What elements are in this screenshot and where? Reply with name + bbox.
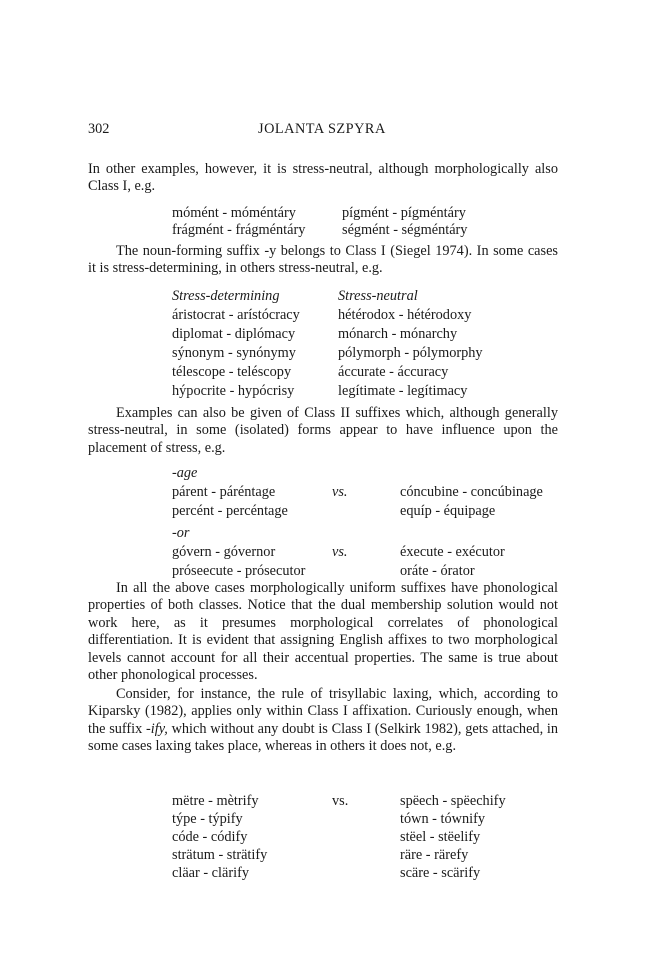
running-head: JOLANTA SZPYRA — [258, 121, 386, 137]
versus-label: vs. — [332, 484, 348, 500]
example-item: spëech - spëechify — [400, 793, 506, 809]
example-item: áristocrat - arístócracy — [172, 307, 300, 323]
example-item: equíp - équipage — [400, 503, 496, 519]
page-header — [88, 121, 558, 139]
example-item: mëtre - mètrify — [172, 793, 259, 809]
example-item: mónarch - mónarchy — [338, 326, 458, 342]
example-item: diplomat - diplómacy — [172, 326, 296, 342]
page-number: 302 — [88, 121, 110, 137]
suffix-label: -or — [172, 525, 190, 541]
paragraph-4: In all the above cases morphologically uniform suffixes have phonological properties of both classes. Notice that the dual membership solution would not work here, as it presumes morphological correlates of phonological differentiation. It is evident that assigning English affixes to two morphological levels cannot account for all their accentual properties. The same is true about other phonological processes. — [88, 580, 558, 684]
example-item: pígmént - pígméntáry — [342, 205, 466, 221]
example-item: strätum - strätify — [172, 847, 268, 863]
example-item: áccurate - áccuracy — [338, 364, 449, 380]
example-item: oráte - órator — [400, 563, 475, 579]
example-item: sýnonym - synónymy — [172, 345, 296, 361]
example-item: týpe - týpify — [172, 811, 243, 827]
example-item: ségmént - ségméntáry — [342, 222, 468, 238]
column-heading: Stress-neutral — [338, 288, 418, 304]
paragraph-5 — [88, 686, 558, 756]
example-item: hétérodox - hétérodoxy — [338, 307, 472, 323]
example-item: scäre - scärify — [400, 865, 481, 881]
column-heading: Stress-determining — [172, 288, 280, 304]
example-item: hýpocrite - hypócrisy — [172, 383, 295, 399]
example-item: párent - páréntage — [172, 484, 276, 500]
example-item: cläar - clärify — [172, 865, 249, 881]
paragraph-5-text-cont: which without any doubt is Class I (Selkirk 1982), gets attached, in some cases laxing takes place, whereas in others it does not, e.g. — [88, 720, 558, 755]
versus-label: vs. — [332, 544, 348, 560]
example-item: cóncubine - concúbinage — [400, 484, 543, 500]
example-item: tówn - tównify — [400, 811, 485, 827]
example-item: éxecute - exécutor — [400, 544, 505, 560]
example-item: pólymorph - pólymorphy — [338, 345, 483, 361]
example-item: räre - rärefy — [400, 847, 469, 863]
example-item: mómént - móméntáry — [172, 205, 296, 221]
versus-label: vs. — [332, 793, 349, 809]
example-item: stëel - stëelify — [400, 829, 481, 845]
paragraph-2: The noun-forming suffix -y belongs to Class I (Siegel 1974). In some cases it is stress-determining, in others stress-neutral, e.g. — [88, 243, 558, 277]
paragraph-3: Examples can also be given of Class II suffixes which, although generally stress-neutral, in some (isolated) forms appear to have influence upon the placement of stress, e.g. — [88, 405, 558, 456]
example-item: códe - códify — [172, 829, 248, 845]
example-item: percént - percéntage — [172, 503, 288, 519]
example-item: télescope - teléscopy — [172, 364, 292, 380]
example-item: frágmént - frágméntáry — [172, 222, 306, 238]
example-item: góvern - góvernor — [172, 544, 276, 560]
example-item: próseecute - prósecutor — [172, 563, 306, 579]
paragraph-1: In other examples, however, it is stress-neutral, although morphologically also Class I, e.g. — [88, 161, 558, 195]
suffix-ify: -ify, — [146, 720, 168, 737]
suffix-label: -age — [172, 465, 198, 481]
example-item: legítimate - legítimacy — [338, 383, 468, 399]
paragraph-5-text: Consider, for instance, the rule of trisyllabic laxing, which, according to Kiparsky (1982), applies only within Class I affixation. Curiously enough, when the suffix — [88, 686, 558, 737]
